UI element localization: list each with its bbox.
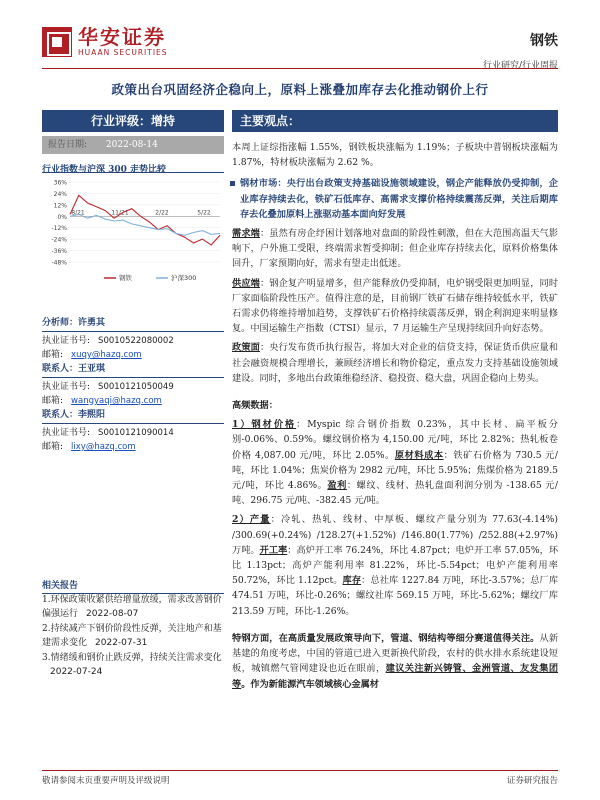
price-text: ：Myspic 综合钢价指数 0.23%，其中长材、扁平板分别-0.06%、0.59%。螺纹钢价格为 4,150.00 元/吨，环比 2.82%；热轧板卷价格 4,087.00 元/吨，环比 2.05%。 bbox=[232, 419, 558, 461]
contact-row bbox=[42, 394, 224, 408]
logo-en: HUAAN SECURITIES bbox=[78, 48, 168, 57]
related-report-text: 2.持续减产下钢价阶段性反弹，关注地产和基建需求变化 bbox=[42, 624, 222, 648]
chart-title-divider bbox=[42, 172, 224, 173]
raw-cost-label: 原材料成本 bbox=[394, 449, 444, 461]
footer-divider bbox=[42, 770, 558, 771]
related-report-date: 2022-07-31 bbox=[95, 637, 148, 648]
contact-key: 邮箱: bbox=[42, 350, 64, 360]
y-tick-label: 12% bbox=[53, 202, 67, 210]
special-steel-recommend: 建议关注新兴铸管、金洲管道、友发集团等 bbox=[232, 663, 559, 690]
related-report-date: 2022-08-07 bbox=[86, 608, 139, 619]
report-type: 行业研究/行业周报 bbox=[482, 61, 558, 71]
y-tick-label: -12% bbox=[51, 225, 67, 233]
contact-key: 执业证书号: bbox=[42, 336, 91, 346]
footer-label: 证券研究报告 bbox=[506, 776, 558, 786]
output-paragraph bbox=[232, 512, 558, 618]
related-report-item[interactable] bbox=[42, 594, 224, 621]
series-line-0 bbox=[70, 195, 220, 245]
special-steel-heading: 特钢方面，在高质量发展政策导向下，管道、钢结构等细分赛道值得关注。 bbox=[232, 632, 540, 644]
x-tick-label: 11/21 bbox=[111, 209, 129, 217]
policy-label: 政策面 bbox=[232, 342, 260, 354]
utilization-text: ：高炉开工率 76.24%，环比 4.87pct；电炉开工率 57.05%，环比 1.13pct；高炉产能利用率 81.22%，环比-5.54pct；电炉产能利用率 50.72%，环比 1.12pct。 bbox=[232, 544, 559, 587]
legend-label: 钢铁 bbox=[119, 274, 132, 282]
utilization-label: 开工率 bbox=[259, 544, 288, 556]
policy-text: ：央行发布货币执行报告，将加大对企业的信贷支持，保证货币供应量和社会融资规模合理增长，兼顾经济增长和物价稳定，重点发力支持基础设施领域建设。同时，多地出台政策维稳经济、稳投资、稳大盘，巩固企稳向上势头。 bbox=[232, 342, 559, 384]
chart-svg bbox=[42, 176, 224, 288]
x-tick-label: 2/22 bbox=[155, 209, 169, 217]
logo-seal-icon bbox=[42, 27, 72, 57]
output-label: 2）产量 bbox=[232, 514, 271, 526]
related-reports-list bbox=[42, 594, 224, 681]
related-report-text: 3.情绪缓和钢价止跌反弹，持续关注需求变化 bbox=[42, 653, 222, 663]
y-tick-label: -48% bbox=[51, 259, 67, 267]
contacts-block bbox=[42, 316, 224, 454]
x-tick-label: 5/22 bbox=[197, 209, 211, 217]
industry-label: 钢铁 bbox=[530, 33, 558, 49]
weekly-summary: 本周上证综指涨幅 1.55%，钢铁板块涨幅为 1.19%；子板块中普钢板块涨幅为 1.87%，特材板块涨幅为 2.62 %。 bbox=[232, 142, 558, 169]
contact-key: 邮箱: bbox=[42, 396, 64, 406]
key-views-body bbox=[232, 140, 558, 696]
contact-key: 执业证书号: bbox=[42, 382, 91, 392]
series-line-1 bbox=[70, 214, 220, 235]
contact-email-link[interactable]: lixy@hazq.com bbox=[71, 442, 136, 452]
demand-paragraph bbox=[232, 226, 558, 272]
y-tick-label: -36% bbox=[51, 248, 67, 256]
inventory-label: 库存 bbox=[342, 575, 362, 587]
inventory-text: ：总社库 1227.84 万吨，环比-3.57%；总厂库 474.51 万吨，环比-0.26%；螺纹社库 569.15 万吨，环比-5.62%；螺纹厂库 213.59 万吨，环比-1.26%。 bbox=[232, 575, 559, 617]
related-report-text: 1.环保政策收紧供给增量放缓，需求改善钢价偏强运行 bbox=[42, 595, 222, 619]
demand-label: 需求端 bbox=[232, 228, 260, 240]
contact-row bbox=[42, 334, 224, 348]
x-tick-label: 8/21 bbox=[71, 209, 85, 217]
demand-text: ：虽然有房企纾困计划落地对盘面的阶段性刺激，但在大范围高温天气影响下，户外施工受限，终端需求暂受抑制；但企业库存持续去化，原料价格集体回升，厂家预期向好，需求有望走出低迷。 bbox=[232, 228, 559, 270]
contact-role: 分析师：许勇其 bbox=[42, 316, 224, 332]
y-tick-label: 0% bbox=[57, 213, 67, 221]
company-logo bbox=[42, 26, 168, 57]
logo-cn: 华安证券 bbox=[78, 25, 166, 49]
related-report-date: 2022-07-24 bbox=[50, 666, 103, 677]
contact-key: 邮箱: bbox=[42, 442, 64, 452]
contact-cert-number: S0010121090014 bbox=[98, 428, 174, 438]
y-tick-label: 24% bbox=[53, 190, 67, 198]
contact-role: 联系人：李煕阳 bbox=[42, 408, 224, 424]
contact-row bbox=[42, 348, 224, 362]
y-tick-label: -24% bbox=[51, 236, 67, 244]
key-views-title: 主要观点： bbox=[232, 110, 558, 132]
special-steel-tail: 。作为新能源汽车领域核心金属材 bbox=[241, 678, 379, 690]
margin-label: 盈利 bbox=[327, 480, 347, 492]
report-title: 政策出台巩固经济企稳向上，原料上涨叠加库存去化推动钢价上行 bbox=[111, 82, 489, 97]
special-steel-text: 从新基建的角度考虑，中国的管道已进入更新换代阶段，农村的供水排水系统建设短板，城镇燃气管网建设也近在眼前， bbox=[232, 632, 559, 675]
supply-text: ：钢企复产明显增多，但产能释放仍受抑制，电炉钢受限更加明显，同时厂家面临阶段性压产。值得注意的是，目前钢厂铁矿石储存维持较低水平，铁矿石需求仍将维持增加趋势，支撑铁矿石价格持续震荡反弹，钢企利润迎来明显修复。中国运输生产指数（CTSI）显示，7 月运输生产呈现持续回升向好态势。 bbox=[232, 277, 559, 335]
report-date bbox=[42, 136, 224, 154]
contact-email-link[interactable]: xuqy@hazq.com bbox=[71, 350, 142, 360]
contact-row bbox=[42, 380, 224, 394]
index-comparison-chart bbox=[42, 176, 224, 288]
contact-key: 执业证书号: bbox=[42, 428, 91, 438]
contact-role: 联系人：王亚琪 bbox=[42, 362, 224, 378]
report-date-label: 报告日期: bbox=[48, 140, 88, 150]
legend-label: 沪深300 bbox=[171, 274, 197, 282]
related-report-item[interactable] bbox=[42, 652, 224, 679]
chart-title: 行业指数与沪深 300 走势比较 bbox=[42, 165, 167, 175]
contact-cert-number: S0010522080002 bbox=[98, 336, 174, 346]
header-divider bbox=[42, 68, 558, 69]
industry-rating: 行业评级：增持 bbox=[42, 110, 224, 132]
footer-disclaimer: 敬请参阅末页重要声明及评级说明 bbox=[42, 776, 170, 786]
special-steel-paragraph bbox=[232, 631, 558, 692]
contact-row bbox=[42, 440, 224, 454]
related-report-item[interactable] bbox=[42, 623, 224, 650]
output-text: ：冷轧、热轧、线材、中厚板、螺纹产量分别为 77.63(-4.14%) /300.69(+0.24%) /128.27(+1.52%) /146.80(1.77%) /252.88(+2.97%)万吨。 bbox=[232, 514, 558, 556]
margin-text: ：螺纹、线材、热轧盘面利润分别为 -138.65 元/吨、296.75 元/吨、-382.45 元/吨。 bbox=[232, 480, 559, 507]
header-right bbox=[483, 30, 558, 71]
contact-email-link[interactable]: wangyaqi@hazq.com bbox=[71, 396, 162, 406]
price-label: 1）钢材价格 bbox=[232, 419, 297, 431]
price-paragraph bbox=[232, 417, 558, 508]
related-reports-title: 相关报告 bbox=[42, 578, 224, 594]
steel-market-heading: 钢材市场：央行出台政策支持基础设施领域建设，钢企产能释放仍受抑制，企业库存持续去化，铁矿石低库存、高需求支撑价格持续震荡反弹，关注后期库存去化叠加原料上涨驱动基本面向好发展 bbox=[232, 176, 558, 222]
y-tick-label: 36% bbox=[53, 179, 67, 187]
contact-cert-number: S0010121050049 bbox=[98, 382, 174, 392]
contact-row bbox=[42, 426, 224, 440]
report-date-value: 2022-08-14 bbox=[105, 140, 158, 150]
raw-cost-text: ：铁矿石价格为 730.5 元/吨，环比 1.04%；焦炭价格为 2982 元/吨，环比 5.95%；焦煤价格为 2189.5 元/吨，环比 4.86%。 bbox=[232, 449, 558, 492]
supply-paragraph bbox=[232, 276, 558, 337]
policy-paragraph bbox=[232, 340, 558, 386]
supply-label: 供应端 bbox=[232, 277, 260, 289]
high-freq-heading: 高频数据： bbox=[232, 400, 278, 412]
